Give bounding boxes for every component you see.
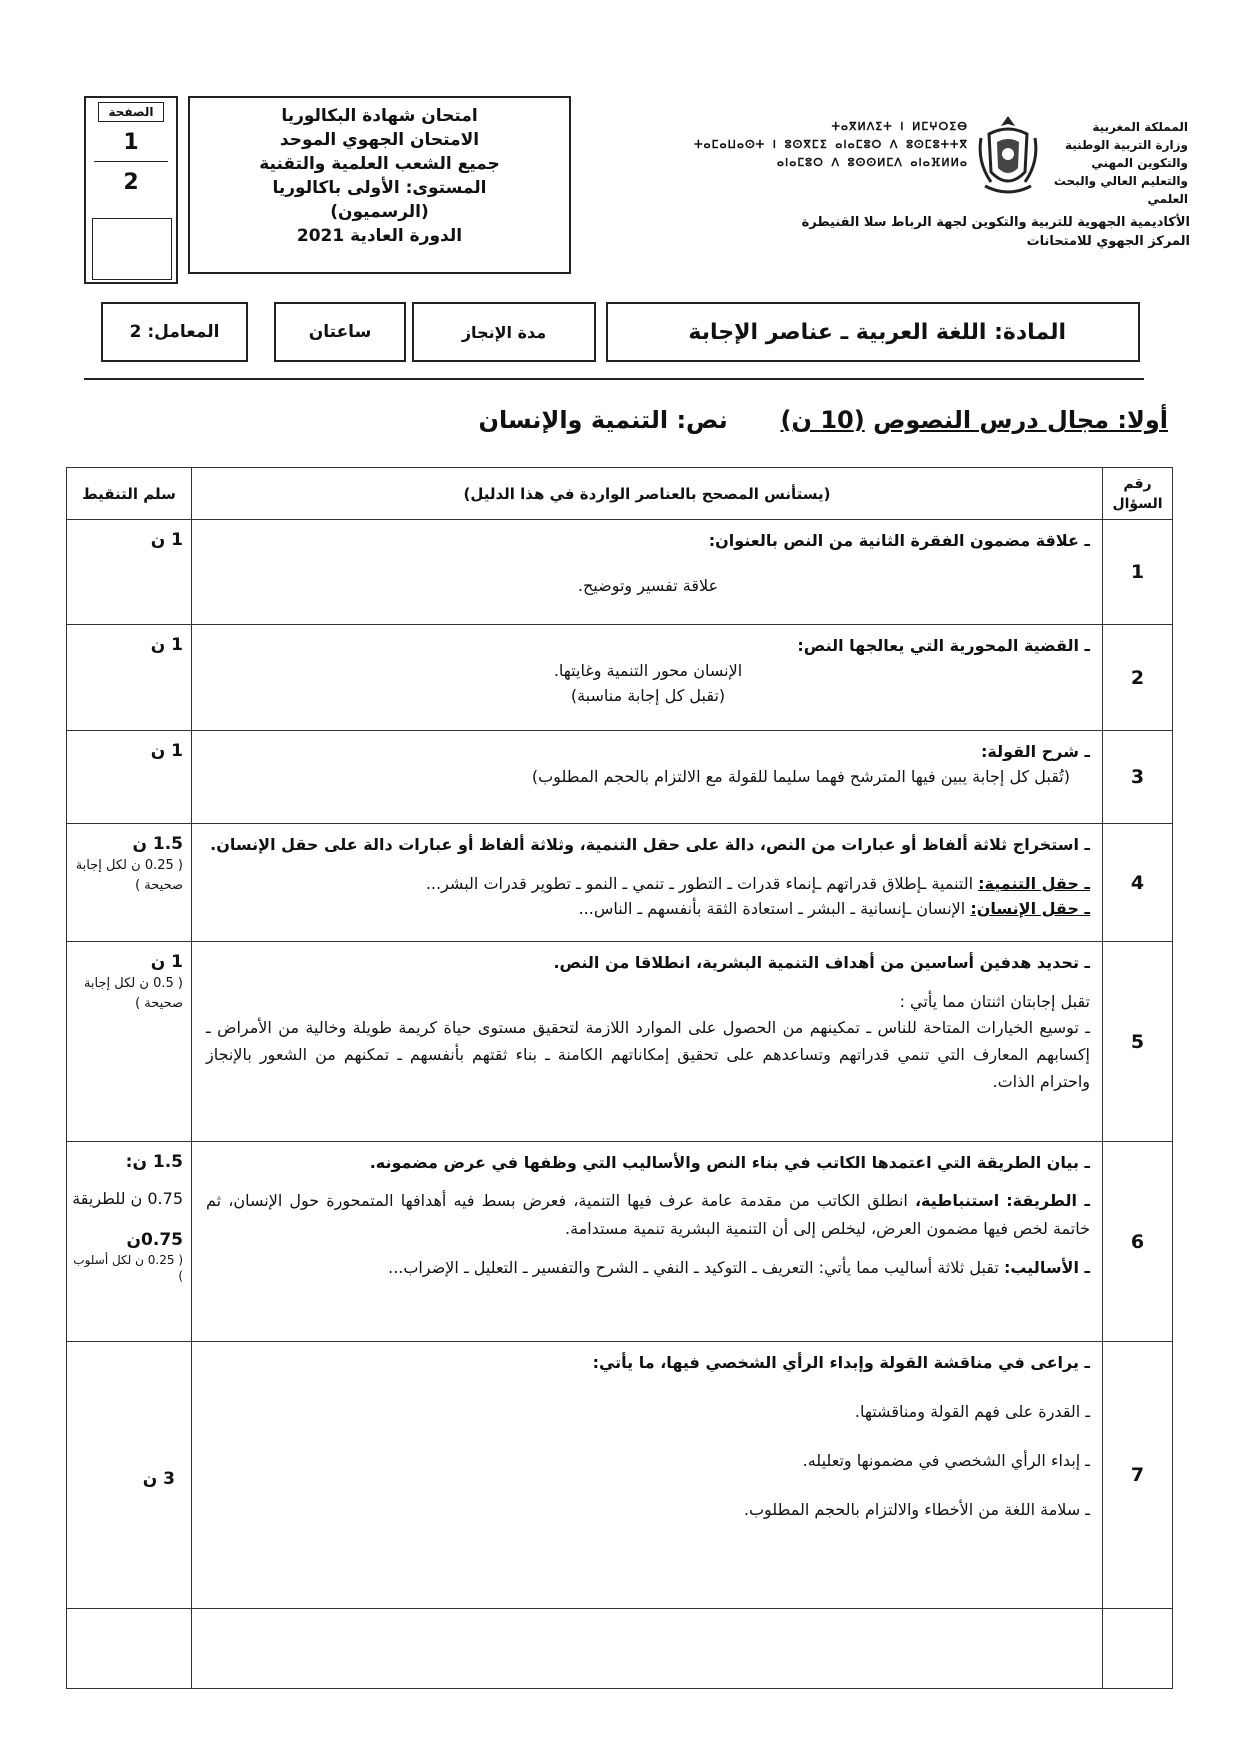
row-number: 4 xyxy=(1103,824,1173,942)
table-row xyxy=(67,731,1173,824)
score-note: ( 0.25 ن لكل أسلوب ) xyxy=(73,1253,183,1283)
method-text: انطلق الكاتب من مقدمة عامة عرف فيها التنمية، فعرض بسط فيه أهدافها المتمحورة حول الإنسان، ثم خاتمة لخص فيها مضمون العرض، ليخلص إلى أن التنمية البشرية تنمية مستدامة. xyxy=(206,1191,1090,1238)
subject-box xyxy=(606,302,1140,362)
page-number-box xyxy=(84,96,178,284)
answer-note: (تُقبل كل إجابة يبين فيها المترشح فهما سليما للقولة مع الالتزام بالحجم المطلوب) xyxy=(531,767,1070,786)
field-values: الإنسان ـإنسانية ـ البشر ـ استعادة الثقة بأنفسهم ـ الناس... xyxy=(578,899,966,918)
section-points: (10 ن) xyxy=(780,406,865,434)
row-score: 1 ن xyxy=(150,635,183,655)
tifinagh-line: ⴰⵏⴰⵎⵓⵔ ⴷ ⵓⵙⵙⵍⵎⴷ ⴰⵏⴰⴼⵍⵍⴰ xyxy=(776,156,968,169)
question: ـ القضية المحورية التي يعالجها النص: xyxy=(797,636,1090,655)
question: ـ علاقة مضمون الفقرة الثانية من النص بالعنوان: xyxy=(708,531,1090,550)
question: ـ استخراج ثلاثة ألفاظ أو عبارات من النص، دالة على حقل التنمية، وثلاثة ألفاظ أو عبارات دالة على حقل الإنسان. xyxy=(210,835,1090,854)
row-number: 3 xyxy=(1103,731,1173,824)
exam-line: (الرسميون) xyxy=(330,202,429,222)
answer-table xyxy=(66,467,1173,1689)
method-paragraph xyxy=(206,1187,1090,1243)
duration-value-box xyxy=(274,302,406,362)
field-label: ـ حقل الإنسان: xyxy=(970,899,1090,918)
table-row xyxy=(67,520,1173,625)
section-heading xyxy=(400,404,1168,436)
row-number: 5 xyxy=(1103,942,1173,1142)
table-row xyxy=(67,1342,1173,1609)
tifinagh-block xyxy=(690,118,968,172)
field-values: التنمية ـإطلاق قدراتهم ـإنماء قدرات ـ التطور ـ تنمي ـ النمو ـ تطوير قدرات البشر... xyxy=(425,874,974,893)
duration-label-box xyxy=(412,302,596,362)
question: ـ شرح القولة: xyxy=(981,742,1090,761)
empty-box xyxy=(92,218,172,280)
duration-label: مدة الإنجاز xyxy=(461,322,547,342)
subject: المادة: اللغة العربية ـ عناصر الإجابة xyxy=(688,319,1066,345)
table-row xyxy=(67,625,1173,731)
row-number: 2 xyxy=(1103,625,1173,731)
ministry-line: والتعليم العالي والبحث العلمي xyxy=(1053,174,1188,206)
table-row xyxy=(67,824,1173,942)
academy-line: الأكاديمية الجهوية للتربية والتكوين لجهة الرباط سلا القنيطرة xyxy=(801,215,1190,230)
exam-line: جميع الشعب العلمية والتقنية xyxy=(259,154,500,174)
question: ـ يراعى في مناقشة القولة وإبداء الرأي الشخصي فيها، ما يأتي: xyxy=(592,1353,1090,1372)
answer: علاقة تفسير وتوضيح. xyxy=(577,576,719,595)
academy-line: المركز الجهوي للامتحانات xyxy=(1026,234,1190,249)
score-styles: 0.75ن xyxy=(126,1230,183,1250)
duration-value: ساعتان xyxy=(308,322,372,342)
header-guide: (يستأنس المصحح بالعناصر الواردة في هذا الدليل) xyxy=(192,468,1103,520)
coefficient: المعامل: 2 xyxy=(129,322,220,342)
tifinagh-line: ⵜⴰⴳⵍⴷⵉⵜ ⵏ ⵍⵎⵖⵔⵉⴱ xyxy=(831,120,968,133)
styles-label: ـ الأساليب: xyxy=(1003,1258,1090,1277)
method-type: استنباطية، xyxy=(914,1191,1000,1210)
row-score: 1 ن xyxy=(150,530,183,550)
list-item: ـ سلامة اللغة من الأخطاء والالتزام بالحجم المطلوب. xyxy=(743,1500,1090,1519)
method-label: ـ الطريقة: xyxy=(1006,1191,1090,1210)
tifinagh-line: ⵜⴰⵎⴰⵡⴰⵙⵜ ⵏ ⵓⵙⴳⵎⵉ ⴰⵏⴰⵎⵓⵔ ⴷ ⵓⵙⵎⵓⵜⵜⴳ xyxy=(694,138,968,151)
field-label: ـ حقل التنمية: xyxy=(978,874,1090,893)
answer-intro: تقبل إجابتان اثنتان مما يأتي : xyxy=(899,992,1090,1011)
ministry-line: وزارة التربية الوطنية والتكوين المهني xyxy=(1064,138,1188,170)
field-line xyxy=(206,871,1090,896)
coefficient-box xyxy=(101,302,248,362)
row-score: 1 ن xyxy=(150,741,183,761)
exam-line: امتحان شهادة البكالوريا xyxy=(281,106,478,126)
exam-title-box xyxy=(188,96,571,274)
field-line xyxy=(206,896,1090,921)
row-score: 3 ن xyxy=(142,1469,175,1489)
answer: الإنسان محور التنمية وغايتها. xyxy=(553,661,743,680)
current-page: 1 xyxy=(123,130,139,155)
text-title: نص: التنمية والإنسان xyxy=(478,406,728,434)
styles-paragraph xyxy=(206,1255,1090,1280)
section-title: أولا: مجال درس النصوص xyxy=(873,406,1168,434)
score-method: 0.75 ن للطريقة xyxy=(72,1189,183,1208)
answer: ـ توسيع الخيارات المتاحة للناس ـ تمكينهم من الحصول على الموارد اللازمة لتحقيق مستوى حياة كريمة طويلة وخالية من الأمراض ـ إكسابهم المعارف التي تنمي قدراتهم وتساعدهم على تحقيق إمكاناتهم الكامنة ـ بناء ثقتهم بأنفسهم ـ تمكنهم من الشعور بالإنجاز واحترام الذات. xyxy=(206,1018,1090,1091)
exam-line: الامتحان الجهوي الموحد xyxy=(279,130,480,150)
exam-line: الدورة العادية 2021 xyxy=(296,226,463,246)
row-score: 1.5 ن xyxy=(132,834,183,854)
answer-note: (تقبل كل إجابة مناسبة) xyxy=(570,686,726,705)
ministry-block xyxy=(1040,118,1188,208)
ministry-line: المملكة المغربية xyxy=(1092,120,1188,134)
row-number: 7 xyxy=(1103,1342,1173,1609)
table-row-empty xyxy=(67,1609,1173,1689)
page-divider xyxy=(94,161,168,162)
exam-line: المستوى: الأولى باكالوريا xyxy=(272,178,487,198)
row-score: 1.5 ن: xyxy=(125,1152,183,1172)
total-pages: 2 xyxy=(123,170,139,195)
table-row xyxy=(67,942,1173,1142)
row-number: 1 xyxy=(1103,520,1173,625)
coat-of-arms-icon xyxy=(975,112,1041,200)
table-row xyxy=(67,1142,1173,1342)
table-header-row xyxy=(67,468,1173,520)
styles-text: تقبل ثلاثة أساليب مما يأتي: التعريف ـ التوكيد ـ النفي ـ الشرح والتفسير ـ التعليل ـ الإضراب... xyxy=(388,1258,999,1277)
list-item: ـ القدرة على فهم القولة ومناقشتها. xyxy=(854,1402,1090,1421)
row-score: 1 ن xyxy=(150,952,183,972)
header-number: رقم السؤال xyxy=(1103,468,1173,520)
header-divider xyxy=(84,378,1144,380)
score-note: ( 0.5 ن لكل إجابة صحيحة ) xyxy=(83,976,183,1011)
header-scale: سلم التنقيط xyxy=(67,468,192,520)
list-item: ـ إبداء الرأي الشخصي في مضمونها وتعليله. xyxy=(802,1451,1090,1470)
page-label: الصفحة xyxy=(98,102,164,122)
score-note: ( 0.25 ن لكل إجابة صحيحة ) xyxy=(75,858,183,893)
academy-block xyxy=(790,213,1190,251)
row-number: 6 xyxy=(1103,1142,1173,1342)
question: ـ بيان الطريقة التي اعتمدها الكاتب في بناء النص والأساليب التي وظفها في عرض مضمونه. xyxy=(369,1153,1090,1172)
question: ـ تحديد هدفين أساسين من أهداف التنمية البشرية، انطلاقا من النص. xyxy=(553,953,1090,972)
